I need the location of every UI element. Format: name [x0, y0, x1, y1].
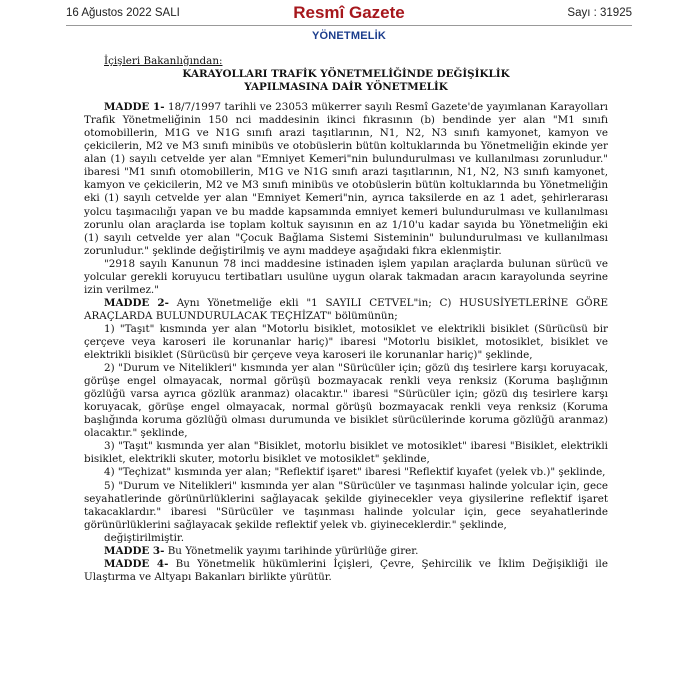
article-1-label: MADDE 1-: [104, 101, 165, 114]
publication-title: Resmî Gazete: [293, 3, 405, 22]
regulation-body: [84, 55, 608, 584]
article-4: [84, 558, 608, 584]
article-2: [84, 297, 608, 323]
title-spacer: [84, 94, 608, 101]
issuing-ministry: İçişleri Bakanlığından:: [104, 55, 223, 67]
article-2-item-2: 2) "Durum ve Nitelikleri" kısmında yer alan "Sürücüler için; gözü dış tesirlere karşı koruyacak, görüşe engel olmayacak, normal görüşü bozmayacak renkli veya renksiz (Koruma başlığının gözlüğü varsa ayrıca gözlük aranmaz) olacaktır." ibaresi "Sürücüler için; gözü dış tesirlere karşı koruyacak, görüşe engel olmayacak, normal görüşü bozmayacak renkli veya renksiz (Koruma başlığında koruma gözlüğü olması durumunda ve bisiklet sürücülerinde koruma gözlüğü aranmaz) olacaktır." şeklinde,: [84, 362, 608, 440]
article-2-label: MADDE 2-: [104, 296, 169, 309]
article-4-label: MADDE 4-: [104, 557, 169, 570]
running-header: [66, 3, 632, 23]
article-3-label: MADDE 3-: [104, 544, 165, 557]
article-3: [84, 545, 608, 558]
issue-date: 16 Ağustos 2022 SALI: [66, 7, 180, 19]
section-heading: YÖNETMELİK: [311, 30, 387, 42]
regulation-title-line-2: YAPILMASINA DAİR YÖNETMELİK: [244, 81, 448, 94]
article-1-text: 18/7/1997 tarihli ve 23053 mükerrer sayılı Resmî Gazete'de yayımlanan Karayolları Trafik Yönetmeliğinin 150 nci maddesinin ikinci fıkrasının (b) bendinde yer alan "M1 sınıfı otomobillerin, M1G ve N1G sınıfı arazi taşıtlarının, N1, N2, N3 sınıfı kamyonet, kamyon ve çekicilerin, M2 ve M3 sınıfı minibüs ve otobüslerin bütün koltuklarında bu Yönetmeliğin ekinde yer alan (1) sayılı cetvelde yer alan "Emniyet Kemeri"nin bulundurulması ve kullanılması zorunludur." ibaresi "M1 sınıfı otomobillerin, M1G ve N1G sınıfı arazi taşıtlarının, N1, N2, N3 sınıfı kamyonet, kamyon ve çekicilerin, M2 ve M3 sınıfı minibüs ve otobüslerin bütün koltuklarında bu Yönetmeliğin eki (1) sayılı cetvelde yer alan "Emniyet Kemeri"nin, ayrıca taksilerde en az 1 adet, şehirlerarası yolcu taşımacılığı yapan ve bu madde kapsamında emniyet kemeri bulundurulması ve kullanılması zorunlu olan araçlarda ise toplam koltuk sayısının en az 1/10'u kadar sayıda bu Yönetmeliğin eki (1) sayılı cetvelde yer alan "Çocuk Bağlama Sistemi Sisteminin" bulundurulması ve kullanılması zorunludur." şeklinde değiştirilmiş ve aynı maddeye aşağıdaki fıkra eklenmiştir.: [84, 101, 608, 257]
article-2-closing: değiştirilmiştir.: [104, 531, 184, 544]
article-4-text: Bu Yönetmelik hükümlerini İçişleri, Çevre, Şehircilik ve İklim Değişikliği ile Ulaştırma ve Altyapı Bakanları birlikte yürütür.: [84, 557, 608, 583]
article-1: [84, 101, 608, 258]
article-1-added-paragraph: "2918 sayılı Kanunun 78 inci maddesine istinaden işlem yapılan araçlarda bulunan sürücü ve yolcular gerekli koruyucu tertibatları usulüne uygun olarak takmadan aracın karayolunda seyrine izin verilmez.": [84, 257, 608, 296]
article-2-item-1: 1) "Taşıt" kısmında yer alan "Motorlu bisiklet, motosiklet ve elektrikli bisiklet (Sürücüsü bir çerçeve veya karoseri ile korunanlar hariç)" ibaresi "Motorlu bisiklet, motosiklet, bisiklet ve elektrikli bisiklet (Sürücüsü bir çerçeve veya karoseri ile korunanlar hariç)" şeklinde,: [84, 322, 608, 362]
regulation-title-line-1: KARAYOLLARI TRAFİK YÖNETMELİĞİNDE DEĞİŞİKLİK: [182, 68, 510, 81]
header-divider: [66, 25, 632, 26]
article-2-text: Aynı Yönetmeliğe ekli "1 SAYILI CETVEL"in; C) HUSUSİYETLERİNE GÖRE ARAÇLARDA BULUNDURULACAK TEÇHİZAT" bölümünün;: [84, 296, 608, 322]
article-2-item-3: 3) "Taşıt" kısmında yer alan "Bisiklet, motorlu bisiklet ve motosiklet" ibaresi "Bisiklet, elektrikli bisiklet, elektrikli skuter, motorlu bisiklet ve motosiklet" şeklinde,: [84, 440, 608, 466]
article-3-text: Bu Yönetmelik yayımı tarihinde yürürlüğe girer.: [164, 544, 419, 557]
issue-number: Sayı : 31925: [567, 7, 632, 19]
article-2-item-5: 5) "Durum ve Nitelikleri" kısmında yer alan "Sürücüler ve taşınması halinde yolcular için, gece seyahatlerinde görünürlüklerini sağlayacak şekilde giyinecekler veya giysilerine reflektif işaret takacaklardır." ibaresi "Sürücüler ve taşınması halinde yolcular için, gece seyahatlerinde görünürlüklerini sağlayacak şekilde reflektif yelek vb. giyineceklerdir." şeklinde,: [84, 479, 608, 531]
article-2-item-4: 4) "Teçhizat" kısmında yer alan; "Reflektif işaret" ibaresi "Reflektif kıyafet (yelek vb.)" şeklinde,: [104, 466, 606, 479]
